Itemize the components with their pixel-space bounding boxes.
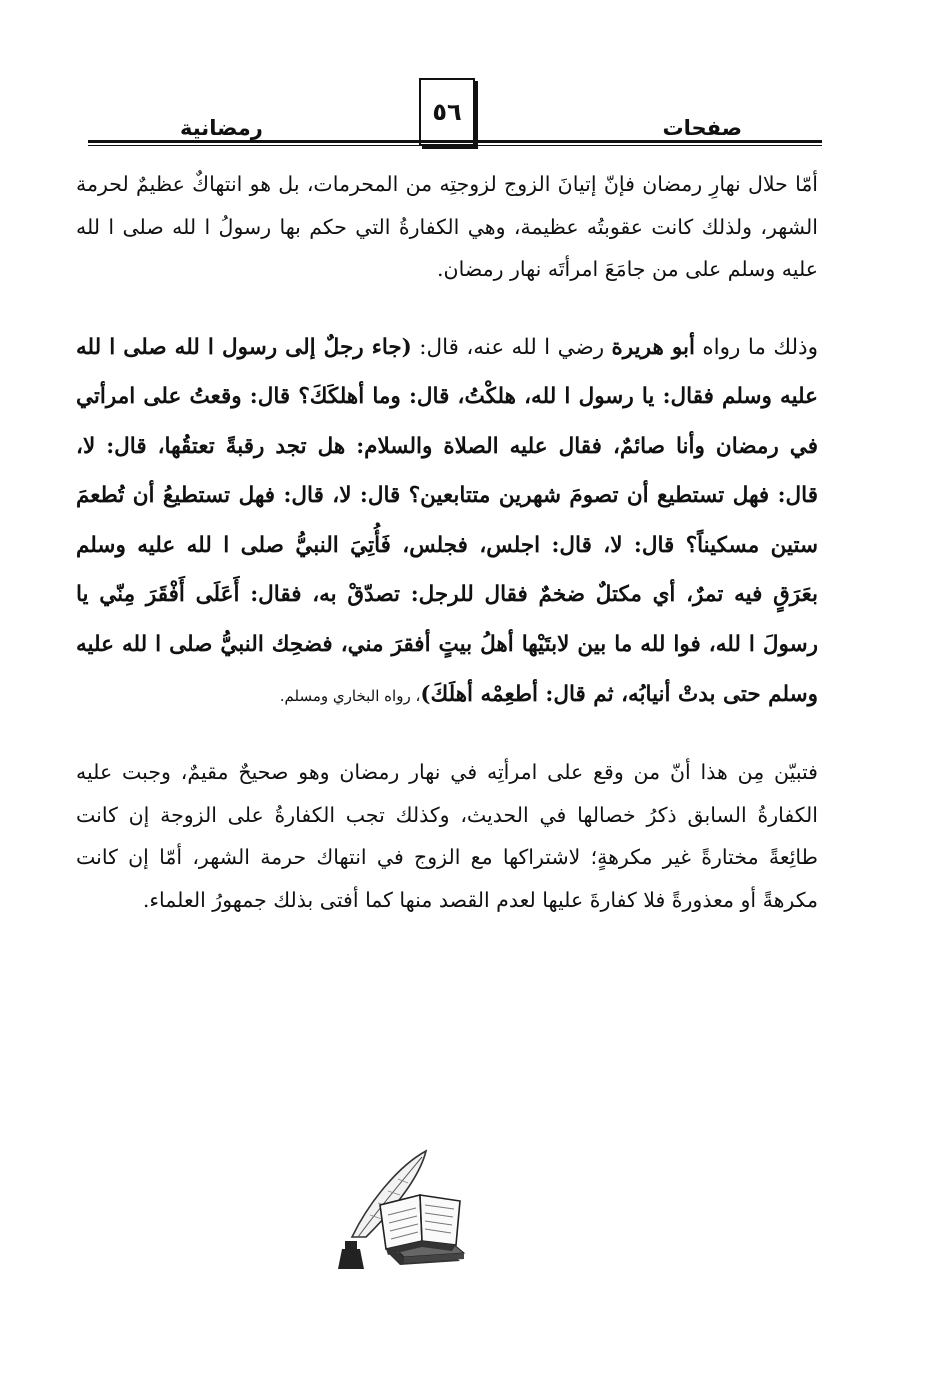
page-header [88,78,822,148]
header-rule-thin [88,145,822,146]
header-rule-thick [88,140,822,143]
header-book-title-left: رمضانية [180,116,263,140]
header-book-title-right: صفحات [662,116,742,140]
paragraph-intro: أمّا حلال نهارِ رمضان فإنّ إتيانَ الزوج لزوجتِه من المحرمات، بل هو انتهاكٌ عظيمٌ لحرمة الشهر، ولذلك كانت عقوبتُه عظيمة، وهي الكفارةُ التي حكم بها رسولُ ا لله صلى ا لله عليه وسلم على من جامَعَ امرأتَه نهار رمضان. [76,172,818,281]
hadith-text: (جاء رجلٌ إلى رسول ا لله صلى ا لله عليه وسلم فقال: يا رسول ا لله، هلكْتُ، قال: وما أهلكَكَ؟ قال: وقعتُ على امرأتي في رمضان وأنا صائمٌ، فقال عليه الصلاة والسلام: هل تجد رقبةً تعتقُها، قال: لا، قال: فهل تستطيع أن تصومَ شهرين متتابعين؟ قال: لا، قال: فهل تستطيعُ أن تُطعمَ ستين مسكيناً؟ قال: لا، قال: اجلس، فجلس، فَأُتِيَ النبيُّ صلى ا لله عليه وسلم بعَرَقٍ فيه تمرٌ، أي مكتلٌ ضخمٌ فقال للرجل: تصدّقْ به، فقال: أَعَلَى أَفْقَرَ مِنّي يا رسولَ ا لله، فوا لله ما بين لابتَيْها أهلُ بيتٍ أفقرَ مني، فضحِك النبيُّ صلى ا لله عليه وسلم حتى بدتْ أنيابُه، ثم قال: أطعِمْه أهلَكَ) [76,334,818,707]
hadith-after-narrator: رضي ا لله عنه، قال: [419,334,605,360]
hadith-narrator: أبو هريرة [611,334,695,360]
hadith-source: ، رواه البخاري ومسلم. [279,686,421,705]
page-number: ٥٦ [432,98,462,126]
page-number-box [419,78,475,146]
paragraph-hadith [76,323,818,722]
hadith-lead: وذلك ما رواه [702,334,818,360]
paragraph-ruling: فتبيّن مِن هذا أنّ من وقع على امرأتِه في نهار رمضان وهو صحيحٌ مقيمٌ، وجبت عليه الكفارةُ السابق ذكرُ خصالها في الحديث، وكذلك تجب الكفارةُ على الزوجة إن كانت طائِعةً مختارةً غير مكرهةٍ؛ لاشتراكها مع الزوج في انتهاك حرمة الشهر، أمّا إن كانت مكرهةً أو معذورةً فلا كفارةَ عليها لعدم القصد منها كما أفتى بذلك جمهورُ العلماء. [76,760,818,912]
book-quill-inkwell-icon [330,1145,480,1275]
page-body [76,163,818,921]
